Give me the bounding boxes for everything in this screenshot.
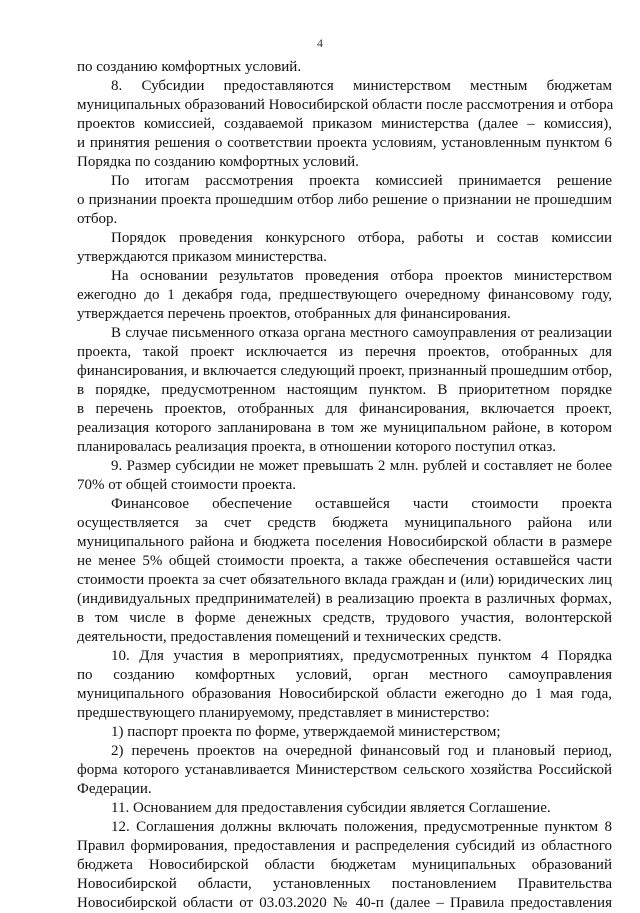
text-line: предшествующего планируемому, представляет в министерство: (77, 705, 490, 721)
text-line: На основании результатов проведения отбора проектов министерством (111, 268, 612, 284)
text-line: проекта, такой проект исключается из перечня проектов, отобранных для (77, 344, 612, 360)
text-line: По итогам рассмотрения проекта комиссией принимается решение (111, 173, 612, 189)
text-line: муниципального района и бюджета поселения Новосибирской области в размере (77, 534, 612, 550)
text-line: Финансовое обеспечение оставшейся части стоимости проекта (111, 496, 612, 512)
text-line: в перечень проектов, отобранных для финансирования, включается проект, (77, 401, 612, 417)
text-line: ежегодно до 1 декабря года, предшествующего очередному финансовому году, (77, 287, 612, 303)
text-line: по созданию комфортных условий, орган местного самоуправления (77, 667, 612, 683)
text-line: Новосибирской области от 03.03.2020 № 40-п (далее – Правила предоставления (77, 895, 612, 911)
text-line: 12. Соглашения должны включать положения, предусмотренные пунктом 8 (111, 819, 612, 835)
text-line: не менее 5% общей стоимости проекта, а также обеспечения оставшейся части (77, 553, 612, 569)
text-line: осуществляется за счет средств бюджета муниципального района или (77, 515, 612, 531)
text-line: проектов комиссией, создаваемой приказом министерства (далее – комиссия), (77, 116, 612, 132)
text-line: в порядке, предусмотренном настоящим пунктом. В приоритетном порядке (77, 382, 612, 398)
page-number: 4 (317, 36, 323, 50)
text-line: 9. Размер субсидии не может превышать 2 млн. рублей и составляет не более (111, 458, 612, 474)
document-body (77, 58, 612, 913)
text-line: и принятия решения о соответствии проекта условиям, установленным пунктом 6 (77, 135, 612, 151)
text-line: 11. Основанием для предоставления субсидии является Соглашение. (111, 800, 551, 816)
text-line: 2) перечень проектов на очередной финансовый год и плановый период, (111, 743, 612, 759)
text-line: по созданию комфортных условий. (77, 59, 302, 75)
text-line: В случае письменного отказа органа местного самоуправления от реализации (111, 325, 612, 341)
text-line: бюджета Новосибирской области бюджетам муниципальных образований (77, 857, 612, 873)
text-line: муниципального образования Новосибирской области ежегодно до 1 мая года, (77, 686, 612, 702)
text-line: Федерации. (77, 781, 152, 797)
text-line: финансирования, и включается следующий проект, признанный прошедшим отбор, (77, 363, 613, 379)
text-line: Правил формирования, предоставления и распределения субсидий из областного (77, 838, 612, 854)
text-line: планировалась реализация проекта, в отношении которого поступил отказ. (77, 439, 557, 455)
text-line: деятельности, предоставления помещений и технических средств. (77, 629, 502, 645)
text-line: Новосибирской области, установленных постановлением Правительства (77, 876, 612, 892)
text-line: Порядок проведения конкурсного отбора, работы и состав комиссии (111, 230, 612, 246)
text-line: реализация которого запланирована в том же муниципальном районе, в котором (77, 420, 612, 436)
text-line: муниципальных образований Новосибирской области после рассмотрения и отбора (77, 97, 614, 113)
text-line: утверждается перечень проектов, отобранных для финансирования. (77, 306, 511, 322)
text-line: утверждаются приказом министерства. (77, 249, 327, 265)
text-line: в том числе в форме денежных средств, трудового участия, волонтерской (77, 610, 612, 626)
text-line: 70% от общей стоимости проекта. (77, 477, 296, 493)
text-line: (индивидуальных предпринимателей) в реализацию проекта в различных формах, (77, 591, 612, 607)
text-line: 10. Для участия в мероприятиях, предусмотренных пунктом 4 Порядка (111, 648, 612, 664)
text-line: 1) паспорт проекта по форме, утверждаемой министерством; (111, 724, 501, 740)
text-line: 8. Субсидии предоставляются министерством местным бюджетам (111, 78, 612, 94)
text-line: стоимости проекта за счет обязательного вклада граждан и (или) юридических лиц (77, 572, 612, 588)
text-line: форма которого устанавливается Министерством сельского хозяйства Российской (77, 762, 612, 778)
text-line: отбор. (77, 211, 118, 227)
text-line: о признании проекта прошедшим отбор либо решение о признании не прошедшим (77, 192, 612, 208)
text-line: Порядка по созданию комфортных условий. (77, 154, 359, 170)
